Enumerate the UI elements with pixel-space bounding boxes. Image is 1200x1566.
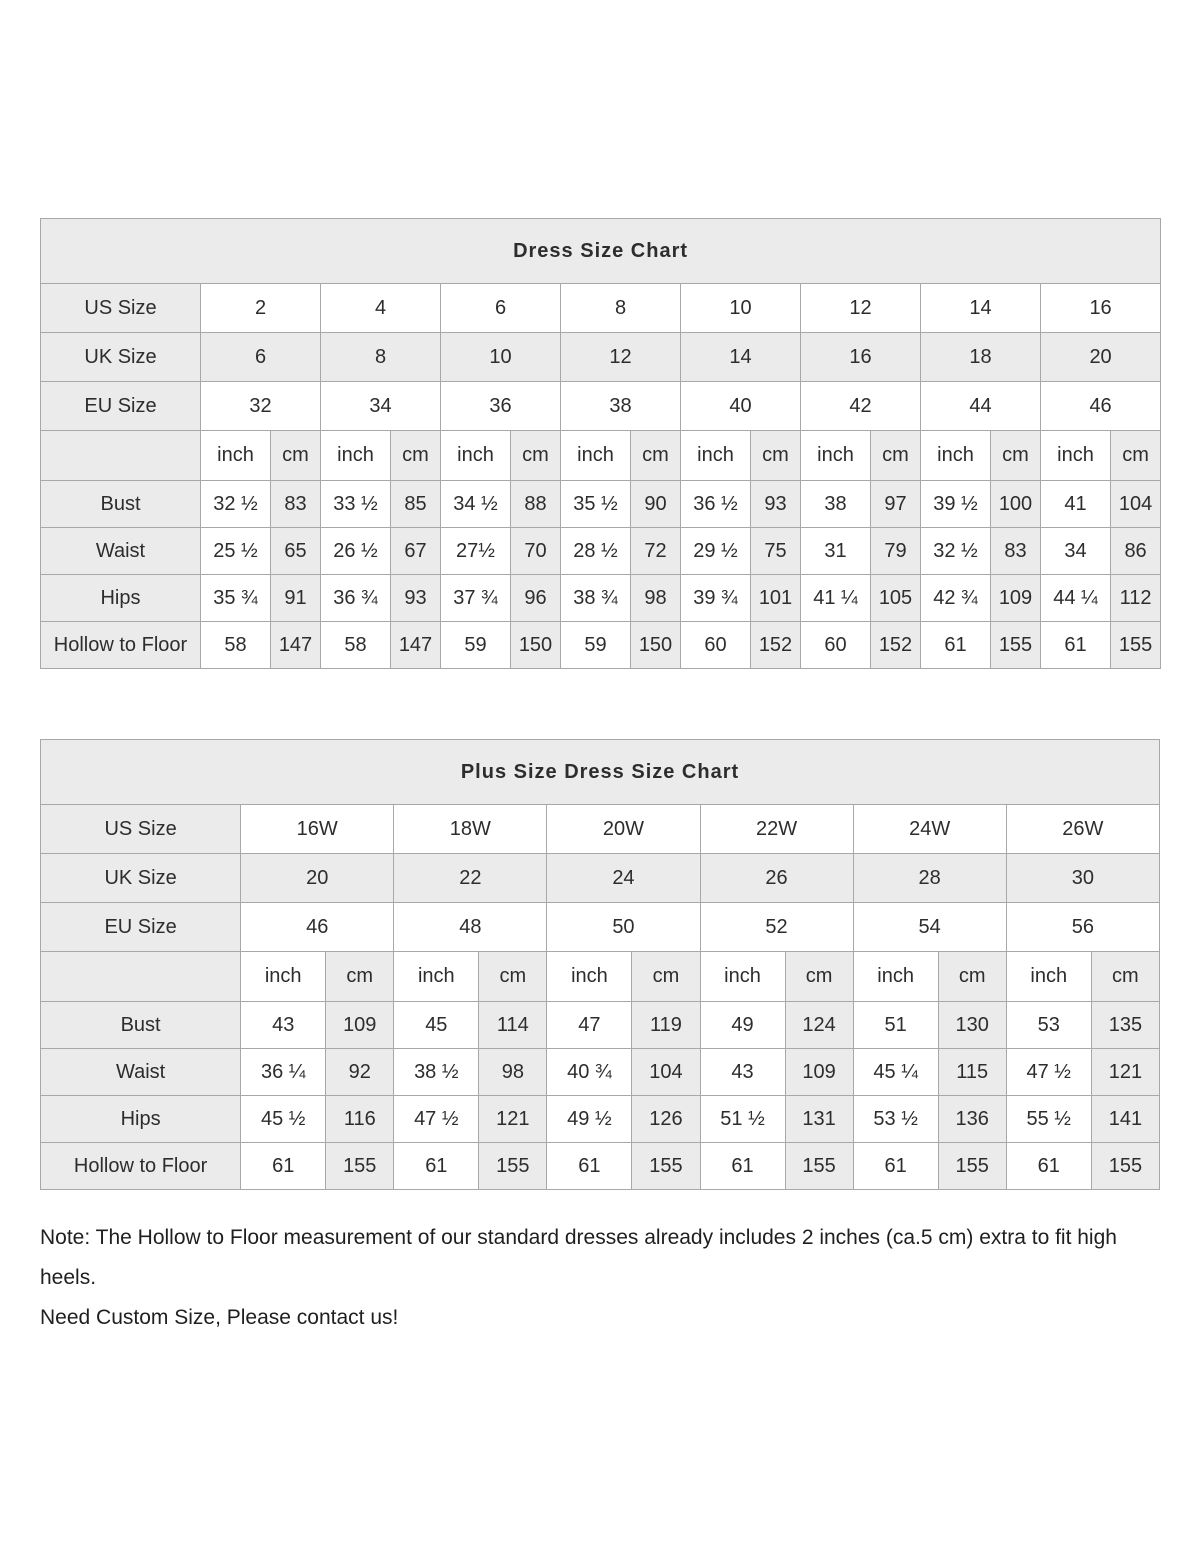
measure-inch-value: 38 ½ <box>394 1049 479 1096</box>
measure-inch-value: 47 ½ <box>1006 1049 1091 1096</box>
unit-inch-label: inch <box>441 431 511 481</box>
plus-size-dress-size-chart-table <box>40 739 1160 1190</box>
measure-cm-value: 92 <box>326 1049 394 1096</box>
size-value: 6 <box>201 333 321 382</box>
row-label: US Size <box>41 284 201 333</box>
measure-inch-value: 49 <box>700 1002 785 1049</box>
row-label: Hips <box>41 575 201 622</box>
size-row <box>41 382 1161 431</box>
measure-inch-value: 38 ¾ <box>561 575 631 622</box>
unit-inch-label: inch <box>681 431 751 481</box>
measure-cm-value: 91 <box>271 575 321 622</box>
measure-cm-value: 72 <box>631 528 681 575</box>
size-value: 24W <box>853 805 1006 854</box>
measure-inch-value: 29 ½ <box>681 528 751 575</box>
measure-cm-value: 96 <box>511 575 561 622</box>
unit-inch-label: inch <box>394 952 479 1002</box>
measure-inch-value: 41 <box>1041 481 1111 528</box>
measure-cm-value: 155 <box>479 1143 547 1190</box>
measure-cm-value: 104 <box>632 1049 700 1096</box>
measure-cm-value: 136 <box>938 1096 1006 1143</box>
size-value: 24 <box>547 854 700 903</box>
measure-inch-value: 61 <box>394 1143 479 1190</box>
size-value: 36 <box>441 382 561 431</box>
measure-inch-value: 55 ½ <box>1006 1096 1091 1143</box>
size-value: 4 <box>321 284 441 333</box>
unit-cm-label: cm <box>511 431 561 481</box>
measure-inch-value: 61 <box>853 1143 938 1190</box>
units-row <box>41 431 1161 481</box>
table-title: Plus Size Dress Size Chart <box>41 740 1160 805</box>
measure-cm-value: 115 <box>938 1049 1006 1096</box>
measure-cm-value: 104 <box>1111 481 1161 528</box>
row-label: Waist <box>41 528 201 575</box>
row-label: Waist <box>41 1049 241 1096</box>
measure-inch-value: 36 ¼ <box>241 1049 326 1096</box>
measure-inch-value: 25 ½ <box>201 528 271 575</box>
measure-inch-value: 53 <box>1006 1002 1091 1049</box>
measure-inch-value: 42 ¾ <box>921 575 991 622</box>
measure-cm-value: 147 <box>271 622 321 669</box>
measure-cm-value: 93 <box>391 575 441 622</box>
measure-row <box>41 528 1161 575</box>
measure-inch-value: 60 <box>801 622 871 669</box>
size-value: 18 <box>921 333 1041 382</box>
unit-inch-label: inch <box>547 952 632 1002</box>
size-value: 38 <box>561 382 681 431</box>
measure-inch-value: 28 ½ <box>561 528 631 575</box>
size-value: 18W <box>394 805 547 854</box>
row-label: Hollow to Floor <box>41 622 201 669</box>
unit-cm-label: cm <box>1091 952 1159 1002</box>
size-row <box>41 805 1160 854</box>
measure-row <box>41 1143 1160 1190</box>
measure-row <box>41 1049 1160 1096</box>
unit-inch-label: inch <box>921 431 991 481</box>
measure-cm-value: 90 <box>631 481 681 528</box>
measure-cm-value: 135 <box>1091 1002 1159 1049</box>
measure-inch-value: 60 <box>681 622 751 669</box>
row-label: UK Size <box>41 854 241 903</box>
measure-inch-value: 34 ½ <box>441 481 511 528</box>
measure-inch-value: 40 ¾ <box>547 1049 632 1096</box>
unit-cm-label: cm <box>938 952 1006 1002</box>
measure-cm-value: 109 <box>991 575 1041 622</box>
row-label: Hips <box>41 1096 241 1143</box>
measure-inch-value: 33 ½ <box>321 481 391 528</box>
measure-cm-value: 79 <box>871 528 921 575</box>
measure-inch-value: 61 <box>700 1143 785 1190</box>
measure-cm-value: 101 <box>751 575 801 622</box>
measure-inch-value: 45 ¼ <box>853 1049 938 1096</box>
measure-cm-value: 150 <box>631 622 681 669</box>
size-value: 54 <box>853 903 1006 952</box>
measure-inch-value: 51 ½ <box>700 1096 785 1143</box>
measure-row <box>41 622 1161 669</box>
size-value: 20 <box>1041 333 1161 382</box>
measure-cm-value: 152 <box>751 622 801 669</box>
measure-inch-value: 35 ½ <box>561 481 631 528</box>
measure-inch-value: 39 ¾ <box>681 575 751 622</box>
size-value: 14 <box>921 284 1041 333</box>
measure-cm-value: 126 <box>632 1096 700 1143</box>
measure-cm-value: 121 <box>1091 1049 1159 1096</box>
measure-inch-value: 61 <box>1041 622 1111 669</box>
measure-inch-value: 32 ½ <box>201 481 271 528</box>
unit-cm-label: cm <box>326 952 394 1002</box>
row-label: US Size <box>41 805 241 854</box>
size-value: 34 <box>321 382 441 431</box>
units-row <box>41 952 1160 1002</box>
measure-cm-value: 93 <box>751 481 801 528</box>
size-row <box>41 284 1161 333</box>
unit-cm-label: cm <box>631 431 681 481</box>
size-value: 46 <box>241 903 394 952</box>
unit-cm-label: cm <box>479 952 547 1002</box>
measure-cm-value: 88 <box>511 481 561 528</box>
size-value: 16 <box>1041 284 1161 333</box>
size-value: 20 <box>241 854 394 903</box>
size-value: 44 <box>921 382 1041 431</box>
measure-inch-value: 27½ <box>441 528 511 575</box>
size-value: 16W <box>241 805 394 854</box>
row-label: EU Size <box>41 382 201 431</box>
measure-inch-value: 53 ½ <box>853 1096 938 1143</box>
measure-cm-value: 97 <box>871 481 921 528</box>
row-label: Hollow to Floor <box>41 1143 241 1190</box>
measure-inch-value: 31 <box>801 528 871 575</box>
table-title: Dress Size Chart <box>41 219 1161 284</box>
measure-cm-value: 98 <box>631 575 681 622</box>
unit-cm-label: cm <box>871 431 921 481</box>
unit-cm-label: cm <box>751 431 801 481</box>
measure-inch-value: 45 <box>394 1002 479 1049</box>
measure-inch-value: 43 <box>700 1049 785 1096</box>
size-value: 22W <box>700 805 853 854</box>
measure-inch-value: 26 ½ <box>321 528 391 575</box>
measure-inch-value: 38 <box>801 481 871 528</box>
measure-inch-value: 36 ½ <box>681 481 751 528</box>
measure-inch-value: 44 ¼ <box>1041 575 1111 622</box>
measure-inch-value: 58 <box>201 622 271 669</box>
unit-inch-label: inch <box>201 431 271 481</box>
measure-inch-value: 41 ¼ <box>801 575 871 622</box>
size-value: 30 <box>1006 854 1159 903</box>
size-value: 8 <box>561 284 681 333</box>
measure-inch-value: 43 <box>241 1002 326 1049</box>
measure-cm-value: 152 <box>871 622 921 669</box>
measure-cm-value: 155 <box>785 1143 853 1190</box>
measure-cm-value: 155 <box>938 1143 1006 1190</box>
measure-inch-value: 34 <box>1041 528 1111 575</box>
measure-row <box>41 481 1161 528</box>
measure-cm-value: 86 <box>1111 528 1161 575</box>
size-value: 56 <box>1006 903 1159 952</box>
measure-inch-value: 61 <box>241 1143 326 1190</box>
units-row-label <box>41 952 241 1002</box>
measure-cm-value: 85 <box>391 481 441 528</box>
unit-cm-label: cm <box>391 431 441 481</box>
unit-inch-label: inch <box>1041 431 1111 481</box>
measure-inch-value: 61 <box>1006 1143 1091 1190</box>
measure-row <box>41 1096 1160 1143</box>
measure-cm-value: 131 <box>785 1096 853 1143</box>
unit-cm-label: cm <box>785 952 853 1002</box>
units-row-label <box>41 431 201 481</box>
measure-cm-value: 124 <box>785 1002 853 1049</box>
measure-cm-value: 65 <box>271 528 321 575</box>
measure-inch-value: 47 <box>547 1002 632 1049</box>
measure-inch-value: 61 <box>547 1143 632 1190</box>
measure-row <box>41 1002 1160 1049</box>
measure-inch-value: 49 ½ <box>547 1096 632 1143</box>
measure-row <box>41 575 1161 622</box>
measure-cm-value: 114 <box>479 1002 547 1049</box>
size-value: 8 <box>321 333 441 382</box>
size-value: 20W <box>547 805 700 854</box>
measure-cm-value: 105 <box>871 575 921 622</box>
size-value: 14 <box>681 333 801 382</box>
size-value: 6 <box>441 284 561 333</box>
size-value: 48 <box>394 903 547 952</box>
measure-cm-value: 155 <box>1111 622 1161 669</box>
row-label: Bust <box>41 481 201 528</box>
measure-inch-value: 39 ½ <box>921 481 991 528</box>
measure-cm-value: 109 <box>785 1049 853 1096</box>
size-row <box>41 903 1160 952</box>
size-value: 46 <box>1041 382 1161 431</box>
note-section <box>40 1218 1160 1338</box>
measure-cm-value: 83 <box>271 481 321 528</box>
measure-cm-value: 98 <box>479 1049 547 1096</box>
unit-inch-label: inch <box>321 431 391 481</box>
size-value: 26 <box>700 854 853 903</box>
unit-cm-label: cm <box>271 431 321 481</box>
row-label: Bust <box>41 1002 241 1049</box>
measure-inch-value: 59 <box>561 622 631 669</box>
size-value: 12 <box>561 333 681 382</box>
measure-inch-value: 51 <box>853 1002 938 1049</box>
measure-cm-value: 70 <box>511 528 561 575</box>
measure-inch-value: 45 ½ <box>241 1096 326 1143</box>
measure-cm-value: 155 <box>632 1143 700 1190</box>
unit-cm-label: cm <box>1111 431 1161 481</box>
size-value: 28 <box>853 854 1006 903</box>
measure-inch-value: 37 ¾ <box>441 575 511 622</box>
measure-cm-value: 155 <box>1091 1143 1159 1190</box>
measure-cm-value: 109 <box>326 1002 394 1049</box>
unit-inch-label: inch <box>801 431 871 481</box>
size-value: 42 <box>801 382 921 431</box>
measure-cm-value: 75 <box>751 528 801 575</box>
measure-cm-value: 83 <box>991 528 1041 575</box>
measure-cm-value: 67 <box>391 528 441 575</box>
size-value: 10 <box>681 284 801 333</box>
measure-cm-value: 147 <box>391 622 441 669</box>
size-value: 50 <box>547 903 700 952</box>
size-value: 16 <box>801 333 921 382</box>
size-value: 10 <box>441 333 561 382</box>
measure-cm-value: 121 <box>479 1096 547 1143</box>
unit-cm-label: cm <box>991 431 1041 481</box>
size-value: 22 <box>394 854 547 903</box>
size-row <box>41 333 1161 382</box>
measure-cm-value: 150 <box>511 622 561 669</box>
dress-size-chart-table <box>40 218 1161 669</box>
measure-inch-value: 47 ½ <box>394 1096 479 1143</box>
unit-inch-label: inch <box>241 952 326 1002</box>
row-label: EU Size <box>41 903 241 952</box>
unit-inch-label: inch <box>700 952 785 1002</box>
row-label: UK Size <box>41 333 201 382</box>
note-custom-size-text: Need Custom Size, Please contact us! <box>40 1306 399 1329</box>
measure-cm-value: 100 <box>991 481 1041 528</box>
measure-inch-value: 35 ¾ <box>201 575 271 622</box>
measure-inch-value: 61 <box>921 622 991 669</box>
measure-cm-value: 130 <box>938 1002 1006 1049</box>
unit-inch-label: inch <box>561 431 631 481</box>
size-value: 52 <box>700 903 853 952</box>
measure-cm-value: 112 <box>1111 575 1161 622</box>
measure-cm-value: 155 <box>991 622 1041 669</box>
size-value: 12 <box>801 284 921 333</box>
size-value: 2 <box>201 284 321 333</box>
measure-inch-value: 59 <box>441 622 511 669</box>
size-value: 32 <box>201 382 321 431</box>
measure-cm-value: 116 <box>326 1096 394 1143</box>
unit-inch-label: inch <box>1006 952 1091 1002</box>
size-value: 26W <box>1006 805 1159 854</box>
measure-inch-value: 32 ½ <box>921 528 991 575</box>
measure-inch-value: 58 <box>321 622 391 669</box>
measure-cm-value: 141 <box>1091 1096 1159 1143</box>
measure-cm-value: 119 <box>632 1002 700 1049</box>
size-value: 40 <box>681 382 801 431</box>
unit-inch-label: inch <box>853 952 938 1002</box>
unit-cm-label: cm <box>632 952 700 1002</box>
size-row <box>41 854 1160 903</box>
measure-cm-value: 155 <box>326 1143 394 1190</box>
measure-inch-value: 36 ¾ <box>321 575 391 622</box>
note-text: Note: The Hollow to Floor measurement of our standard dresses already includes 2 inches (ca.5 cm) extra to fit high heels. <box>40 1226 1117 1289</box>
